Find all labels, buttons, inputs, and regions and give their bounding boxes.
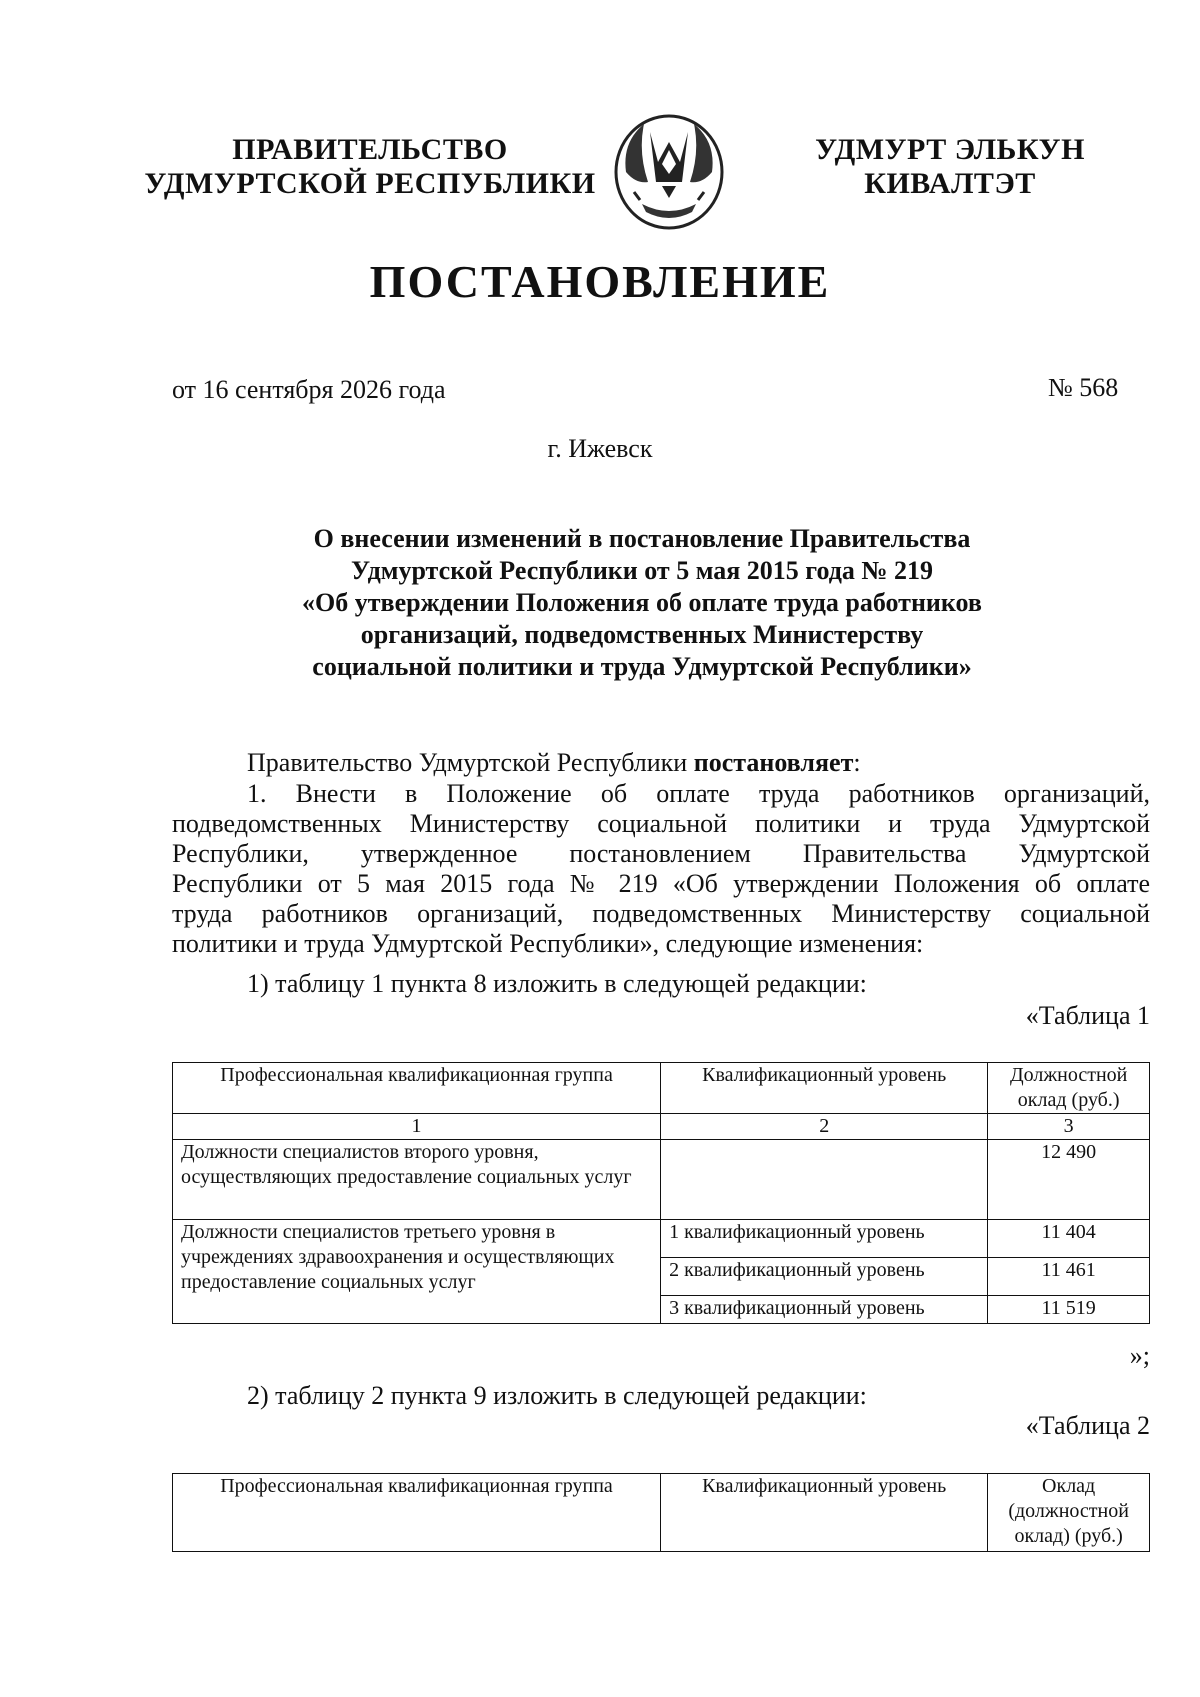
subitem-2: 2) таблицу 2 пункта 9 изложить в следующей редакции: xyxy=(247,1381,867,1410)
table-cell-group: Должности специалистов третьего уровня в учреждениях здравоохранения и осуществляющих предоставление социальных услуг xyxy=(173,1220,661,1324)
table-header-cell: Профессиональная квалификационная группа xyxy=(173,1474,661,1552)
table-number-row xyxy=(173,1114,1150,1140)
title-line: «Об утверждении Положения об оплате труда работников xyxy=(302,588,982,617)
intro-bold-verb: постановляет xyxy=(693,748,854,777)
title-line: социальной политики и труда Удмуртской Республики» xyxy=(312,652,972,681)
item1-line: труда работников организаций, подведомственных Министерству социальной xyxy=(172,899,1150,928)
table-cell: 3 xyxy=(988,1114,1150,1140)
table-cell: 2 xyxy=(661,1114,988,1140)
table-header-cell: Квалификационный уровень xyxy=(661,1063,988,1114)
table-header-cell: Должностной оклад (руб.) xyxy=(988,1063,1150,1114)
table-2-caption: «Таблица 2 xyxy=(1025,1411,1150,1440)
table-row xyxy=(173,1140,1150,1220)
table-row xyxy=(173,1220,1150,1258)
table-cell-salary: 11 519 xyxy=(988,1296,1150,1324)
table-header-cell: Оклад (должностной оклад) (руб.) xyxy=(988,1474,1150,1552)
table-header-row xyxy=(173,1063,1150,1114)
intro-text: Правительство Удмуртской Республики xyxy=(247,748,694,777)
document-city: г. Ижевск xyxy=(547,434,653,463)
coat-of-arms-emblem-icon xyxy=(612,112,726,230)
item1-line: политики и труда Удмуртской Республики», следующие изменения: xyxy=(172,929,924,958)
table-cell-level: 2 квалификационный уровень xyxy=(661,1258,988,1296)
item1-line: Республики от 5 мая 2015 года № 219 «Об утверждении Положения об оплате xyxy=(172,869,1150,898)
table-header-cell: Профессиональная квалификационная группа xyxy=(173,1063,661,1114)
table-cell-level xyxy=(661,1140,988,1220)
table-cell-level: 3 квалификационный уровень xyxy=(661,1296,988,1324)
subitem-1: 1) таблицу 1 пункта 8 изложить в следующей редакции: xyxy=(247,969,867,998)
title-line: О внесении изменений в постановление Правительства xyxy=(313,524,971,553)
item1-line: 1. Внести в Положение об оплате труда работников организаций, xyxy=(247,779,1150,808)
header-left-line2: УДМУРТСКОЙ РЕСПУБЛИКИ xyxy=(144,167,596,200)
table-cell-salary: 11 461 xyxy=(988,1258,1150,1296)
document-number: № 568 xyxy=(1048,373,1119,402)
table-cell-group: Должности специалистов второго уровня, осуществляющих предоставление социальных услуг xyxy=(173,1140,661,1220)
item-1-paragraph xyxy=(172,779,1150,959)
document-type-heading: ПОСТАНОВЛЕНИЕ xyxy=(369,256,831,307)
title-line: Удмуртской Республики от 5 мая 2015 года № 219 xyxy=(351,556,933,585)
header-right-government-udm xyxy=(790,133,1110,201)
table-header-row xyxy=(173,1474,1150,1552)
title-line: организаций, подведомственных Министерству xyxy=(360,620,924,649)
table-1 xyxy=(172,1062,1150,1324)
table-header-cell: Квалификационный уровень xyxy=(661,1474,988,1552)
table-1-caption: «Таблица 1 xyxy=(1025,1001,1150,1030)
intro-colon: : xyxy=(853,748,861,777)
table-cell-level: 1 квалификационный уровень xyxy=(661,1220,988,1258)
item1-line: Республики, утвержденное постановлением Правительства Удмуртской xyxy=(172,839,1150,868)
document-date: от 16 сентября 2026 года xyxy=(172,375,446,404)
table-1-closing-quote: »; xyxy=(1129,1341,1150,1370)
item1-line: подведомственных Министерству социальной политики и труда Удмуртской xyxy=(172,809,1150,838)
intro-paragraph xyxy=(247,748,861,778)
header-right-line1: УДМУРТ ЭЛЬКУН xyxy=(815,133,1085,166)
table-cell-salary: 11 404 xyxy=(988,1220,1150,1258)
header-left-government-ru xyxy=(140,133,600,201)
header-left-line1: ПРАВИТЕЛЬСТВО xyxy=(232,133,508,166)
header-right-line2: КИВАЛТЭТ xyxy=(864,167,1036,200)
table-cell: 1 xyxy=(173,1114,661,1140)
document-title xyxy=(170,523,1114,683)
table-cell-salary: 12 490 xyxy=(988,1140,1150,1220)
table-2 xyxy=(172,1473,1150,1552)
